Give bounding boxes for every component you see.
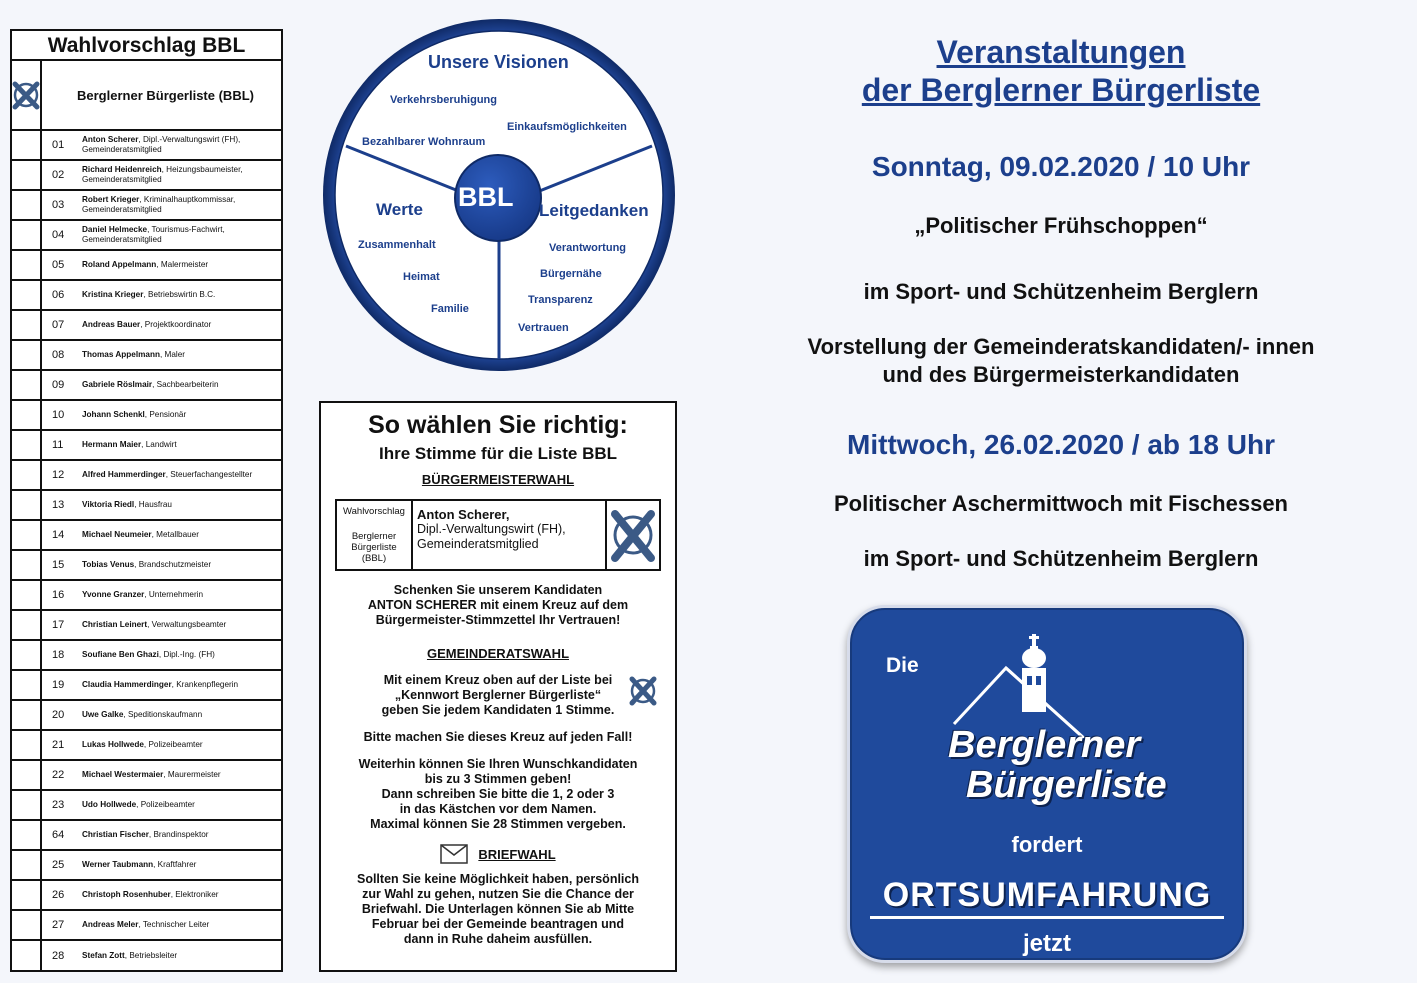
vision-3: Bezahlbarer Wohnraum xyxy=(362,136,486,148)
candidate-info xyxy=(82,641,281,669)
candidate-role: , Polizeibeamter xyxy=(143,740,203,749)
candidate-role: , Metallbauer xyxy=(151,530,199,539)
council-text-line-1: Mit einem Kreuz oben auf der Liste bei xyxy=(383,673,613,687)
leitgedanke-1: Verantwortung xyxy=(549,242,627,254)
candidate-name: Hermann Maier xyxy=(82,440,142,449)
wert-3: Familie xyxy=(431,303,469,315)
candidate-info xyxy=(82,371,281,399)
candidate-number: 13 xyxy=(52,499,65,511)
cross-mark-icon xyxy=(12,80,40,110)
candidate-role: , Krankenpflegerin xyxy=(171,680,239,689)
candidate-row xyxy=(12,431,281,461)
candidate-role: , Kraftfahrer xyxy=(153,860,197,869)
candidate-row xyxy=(12,161,281,191)
candidate-info xyxy=(82,731,281,759)
vision-2: Einkaufsmöglichkeiten xyxy=(507,121,627,133)
candidate-info xyxy=(82,341,281,369)
candidate-name: Christian Fischer xyxy=(82,830,149,839)
voting-instructions xyxy=(319,401,677,972)
candidate-name: Soufiane Ben Ghazi xyxy=(82,650,159,659)
badge-jetzt: jetzt xyxy=(1023,930,1071,957)
candidate-vote-box[interactable] xyxy=(12,311,42,339)
envelope-icon xyxy=(440,844,468,864)
wert-1: Zusammenhalt xyxy=(358,239,436,251)
candidate-role-extra: Gemeinderatsmitglied xyxy=(82,175,162,184)
event-1-desc-line-2: und des Bürgermeisterkandidaten xyxy=(882,362,1240,387)
candidate-info xyxy=(82,791,281,819)
mayor-text-line-3: Bürgermeister-Stimmzettel Ihr Vertrauen! xyxy=(375,613,621,627)
candidate-row xyxy=(12,851,281,881)
candidate-number: 11 xyxy=(52,439,64,451)
candidate-name: Michael Westermaier xyxy=(82,770,164,779)
candidate-number: 64 xyxy=(52,829,65,841)
candidate-name: Roland Appelmann xyxy=(82,260,157,269)
ballot-party-checkbox[interactable] xyxy=(12,61,42,129)
candidate-row xyxy=(12,221,281,251)
candidate-row xyxy=(12,311,281,341)
candidate-row xyxy=(12,401,281,431)
candidate-name: Tobias Venus xyxy=(82,560,135,569)
votes-text-line-4: in das Kästchen vor dem Namen. xyxy=(399,802,597,816)
mayor-candidate-title: Dipl.-Verwaltungswirt (FH), xyxy=(417,522,566,536)
badge-brand-line-1: Berglerner xyxy=(948,724,1141,766)
council-text-line-3: geben Sie jedem Kandidaten 1 Stimme. xyxy=(381,703,615,717)
event-1-date: Sonntag, 09.02.2020 / 10 Uhr xyxy=(871,151,1251,182)
candidate-row xyxy=(12,731,281,761)
section-briefwahl: BRIEFWAHL xyxy=(478,846,556,862)
candidate-info xyxy=(82,491,281,519)
candidate-vote-box[interactable] xyxy=(12,701,42,729)
candidate-name: Richard Heidenreich xyxy=(82,165,162,174)
candidate-info xyxy=(82,671,281,699)
events-title-line-1: Veranstaltungen xyxy=(936,34,1186,70)
candidate-role: , Kriminalhauptkommissar, xyxy=(139,195,236,204)
leitgedanke-4: Vertrauen xyxy=(518,322,569,334)
candidate-info xyxy=(82,131,281,159)
candidate-number: 09 xyxy=(52,379,65,391)
candidate-info xyxy=(82,161,281,189)
candidate-role: , Hausfrau xyxy=(134,500,172,509)
candidate-role: , Verwaltungsbeamter xyxy=(147,620,227,629)
briefwahl-heading-row xyxy=(321,844,675,864)
candidate-vote-box[interactable] xyxy=(12,431,42,459)
vision-1: Verkehrsberuhigung xyxy=(390,94,497,106)
briefwahl-text-line-3: Briefwahl. Die Unterlagen können Sie ab Mitte xyxy=(361,902,635,916)
candidate-row xyxy=(12,551,281,581)
candidate-role: , Dipl.-Verwaltungswirt (FH), xyxy=(138,135,241,144)
candidate-number: 10 xyxy=(52,409,65,421)
candidate-name: Andreas Meler xyxy=(82,920,139,929)
candidate-vote-box[interactable] xyxy=(12,131,42,159)
candidate-name: Andreas Bauer xyxy=(82,320,141,329)
church-roof-icon xyxy=(950,628,1190,738)
cross-mark-icon xyxy=(629,675,657,707)
candidate-vote-box[interactable] xyxy=(12,161,42,189)
mayor-instruction-text xyxy=(321,583,675,628)
candidate-number: 25 xyxy=(52,859,65,871)
candidate-info xyxy=(82,611,281,639)
candidate-info xyxy=(82,761,281,789)
candidate-name: Uwe Galke xyxy=(82,710,124,719)
candidate-number: 22 xyxy=(52,769,65,781)
mayor-ballot-checkbox[interactable] xyxy=(607,501,659,569)
candidate-role: , Projektkoordinator xyxy=(140,320,212,329)
candidate-row xyxy=(12,881,281,911)
werte-title: Werte xyxy=(376,200,423,219)
mayor-text-line-2: ANTON SCHERER mit einem Kreuz auf dem xyxy=(367,598,629,612)
briefwahl-text xyxy=(321,872,675,947)
candidate-role: , Maler xyxy=(159,350,185,359)
candidate-role: , Elektroniker xyxy=(170,890,219,899)
candidate-info xyxy=(82,521,281,549)
candidate-number: 27 xyxy=(52,919,65,931)
candidate-info xyxy=(82,551,281,579)
candidate-role-extra: Gemeinderatsmitglied xyxy=(82,145,162,154)
candidate-number: 19 xyxy=(52,679,65,691)
wheel-title: Unsere Visionen xyxy=(428,52,569,72)
candidate-info xyxy=(82,911,281,939)
candidate-vote-box[interactable] xyxy=(12,671,42,699)
candidate-name: Viktoria Riedl xyxy=(82,500,135,509)
candidate-number: 16 xyxy=(52,589,65,601)
votes-text-line-2: bis zu 3 Stimmen geben! xyxy=(424,772,572,786)
candidate-number: 03 xyxy=(52,199,65,211)
candidate-vote-box[interactable] xyxy=(12,641,42,669)
event-2-date: Mittwoch, 26.02.2020 / ab 18 Uhr xyxy=(847,429,1275,460)
candidate-role: , Pensionär xyxy=(144,410,187,419)
candidate-number: 21 xyxy=(52,739,65,751)
section-buergermeisterwahl: BÜRGERMEISTERWAHL xyxy=(421,472,575,487)
candidate-info xyxy=(82,431,281,459)
candidate-name: Claudia Hammerdinger xyxy=(82,680,172,689)
candidate-vote-box[interactable] xyxy=(12,401,42,429)
candidate-name: Lukas Hollwede xyxy=(82,740,144,749)
ballot-list xyxy=(10,29,283,972)
candidate-row xyxy=(12,641,281,671)
mayor-candidate xyxy=(413,501,607,569)
candidate-row xyxy=(12,911,281,941)
candidate-row xyxy=(12,671,281,701)
candidate-vote-box[interactable] xyxy=(12,851,42,879)
candidate-info xyxy=(82,281,281,309)
event-2-name: Politischer Aschermittwoch mit Fischessen xyxy=(834,491,1288,516)
candidate-number: 18 xyxy=(52,649,65,661)
candidate-number: 01 xyxy=(52,139,65,151)
mayor-ballot-label-top: Wahlvorschlag xyxy=(343,506,405,517)
candidate-name: Stefan Zott xyxy=(82,951,125,960)
candidate-name: Udo Hollwede xyxy=(82,800,137,809)
candidate-row xyxy=(12,251,281,281)
instructions-title: So wählen Sie richtig: xyxy=(368,411,628,439)
candidate-info xyxy=(82,851,281,879)
candidate-vote-box[interactable] xyxy=(12,821,42,849)
event-1-name: „Politischer Frühschoppen“ xyxy=(914,213,1208,238)
candidate-vote-box[interactable] xyxy=(12,251,42,279)
candidate-role: , Brandschutzmeister xyxy=(134,560,212,569)
leitgedanke-2: Bürgernähe xyxy=(540,268,602,280)
candidate-name: Gabriele Röslmair xyxy=(82,380,153,389)
candidate-info xyxy=(82,311,281,339)
briefwahl-text-line-1: Sollten Sie keine Möglichkeit haben, persönlich xyxy=(356,872,639,886)
mayor-ballot-example xyxy=(335,499,661,571)
candidate-info xyxy=(82,881,281,909)
candidate-vote-box[interactable] xyxy=(12,761,42,789)
mayor-ballot-label-bottom: Berglerner Bürgerliste (BBL) xyxy=(351,531,397,564)
ballot-party-row xyxy=(12,61,281,131)
mayor-candidate-name: Anton Scherer, xyxy=(417,507,510,522)
candidate-number: 05 xyxy=(52,259,65,271)
cross-mark-icon xyxy=(610,506,656,564)
candidate-name: Thomas Appelmann xyxy=(82,350,160,359)
candidate-role: , Malermeister xyxy=(156,260,209,269)
candidate-role: , Maurermeister xyxy=(163,770,221,779)
candidate-role: , Unternehmerin xyxy=(144,590,204,599)
candidate-row xyxy=(12,791,281,821)
candidate-role: , Sachbearbeiterin xyxy=(152,380,219,389)
candidate-number: 04 xyxy=(52,229,65,241)
candidate-list xyxy=(12,131,281,971)
candidate-number: 15 xyxy=(52,559,65,571)
event-1-place: im Sport- und Schützenheim Berglern xyxy=(863,279,1259,304)
candidate-role: , Steuerfachangestellter xyxy=(165,470,253,479)
candidate-role: , Betriebsleiter xyxy=(124,951,178,960)
briefwahl-text-line-5: dann in Ruhe daheim ausfüllen. xyxy=(403,932,593,946)
candidate-role: , Heizungsbaumeister, xyxy=(161,165,243,174)
candidate-number: 02 xyxy=(52,169,65,181)
candidate-name: Kristina Krieger xyxy=(82,290,144,299)
votes-text-line-3: Dann schreiben Sie bitte die 1, 2 oder 3 xyxy=(381,787,615,801)
council-votes-text xyxy=(321,757,675,832)
candidate-row xyxy=(12,281,281,311)
candidate-number: 23 xyxy=(52,799,65,811)
values-wheel xyxy=(318,14,680,376)
candidate-role: , Polizeibeamter xyxy=(136,800,195,809)
mayor-text-line-1: Schenken Sie unserem Kandidaten xyxy=(393,583,603,597)
candidate-role: , Brandinspektor xyxy=(148,830,209,839)
candidate-info xyxy=(82,461,281,489)
candidate-row xyxy=(12,611,281,641)
candidate-role: , Technischer Leiter xyxy=(138,920,210,929)
candidate-info xyxy=(82,401,281,429)
candidate-name: Werner Taubmann xyxy=(82,860,154,869)
candidate-name: Johann Schenkl xyxy=(82,410,145,419)
events-title-line-2: der Berglerner Bürgerliste xyxy=(861,72,1261,108)
bypass-demand-badge xyxy=(847,605,1247,963)
section-gemeinderatswahl: GEMEINDERATSWAHL xyxy=(426,646,570,661)
candidate-vote-box[interactable] xyxy=(12,491,42,519)
candidate-number: 17 xyxy=(52,619,65,631)
candidate-row xyxy=(12,701,281,731)
candidate-info xyxy=(82,251,281,279)
candidate-row xyxy=(12,191,281,221)
ballot-title: Wahlvorschlag BBL xyxy=(12,31,281,61)
candidate-vote-box[interactable] xyxy=(12,731,42,759)
candidate-vote-box[interactable] xyxy=(12,371,42,399)
candidate-number: 28 xyxy=(52,950,65,962)
candidate-name: Christoph Rosenhuber xyxy=(82,890,171,899)
ballot-party-name: Berglerner Bürgerliste (BBL) xyxy=(77,87,254,103)
candidate-role-extra: Gemeinderatsmitglied xyxy=(82,205,162,214)
candidate-row xyxy=(12,341,281,371)
candidate-vote-box[interactable] xyxy=(12,941,42,971)
candidate-info xyxy=(82,821,281,849)
badge-brand-line-2: Bürgerliste xyxy=(966,764,1167,806)
candidate-name: Christian Leinert xyxy=(82,620,148,629)
briefwahl-text-line-4: Februar bei der Gemeinde beantragen und xyxy=(371,917,625,931)
candidate-number: 26 xyxy=(52,889,65,901)
candidate-name: Anton Scherer xyxy=(82,135,139,144)
mayor-ballot-label xyxy=(337,501,413,569)
candidate-vote-box[interactable] xyxy=(12,551,42,579)
badge-underline xyxy=(870,916,1224,919)
candidate-name: Alfred Hammerdinger xyxy=(82,470,166,479)
candidate-row xyxy=(12,371,281,401)
candidate-role: , Speditionskaufmann xyxy=(123,710,203,719)
badge-die: Die xyxy=(886,654,919,677)
candidate-number: 12 xyxy=(52,469,65,481)
event-1-desc-line-1: Vorstellung der Gemeinderatskandidaten/- innen xyxy=(807,334,1315,359)
council-text-line-2: „Kennwort Berglerner Bürgerliste“ xyxy=(394,688,602,702)
candidate-row xyxy=(12,761,281,791)
candidate-info xyxy=(82,221,281,249)
candidate-vote-box[interactable] xyxy=(12,281,42,309)
candidate-role: , Dipl.-Ing. (FH) xyxy=(158,650,215,659)
candidate-vote-box[interactable] xyxy=(12,911,42,939)
candidate-info xyxy=(82,191,281,219)
candidate-number: 07 xyxy=(52,319,65,331)
event-2-place: im Sport- und Schützenheim Berglern xyxy=(863,546,1259,571)
candidate-name: Michael Neumeier xyxy=(82,530,152,539)
candidate-number: 20 xyxy=(52,709,65,721)
candidate-vote-box[interactable] xyxy=(12,611,42,639)
instructions-subtitle: Ihre Stimme für die Liste BBL xyxy=(378,444,618,463)
candidate-row xyxy=(12,821,281,851)
candidate-info xyxy=(82,581,281,609)
candidate-row xyxy=(12,461,281,491)
candidate-vote-box[interactable] xyxy=(12,461,42,489)
leitgedanken-title: Leitgedanken xyxy=(539,201,649,220)
candidate-vote-box[interactable] xyxy=(12,221,42,249)
badge-demand: ORTSUMFAHRUNG xyxy=(882,876,1212,914)
candidate-role: , Betriebswirtin B.C. xyxy=(143,290,216,299)
candidate-name: Robert Krieger xyxy=(82,195,140,204)
candidate-row xyxy=(12,131,281,161)
candidate-role: , Landwirt xyxy=(141,440,177,449)
candidate-vote-box[interactable] xyxy=(12,191,42,219)
candidate-info xyxy=(82,701,281,729)
mayor-candidate-role: Gemeinderatsmitglied xyxy=(417,537,539,551)
candidate-role-extra: Gemeinderatsmitglied xyxy=(82,235,162,244)
candidate-row xyxy=(12,581,281,611)
candidate-row xyxy=(12,941,281,971)
leitgedanke-3: Transparenz xyxy=(528,294,593,306)
candidate-number: 08 xyxy=(52,349,65,361)
candidate-vote-box[interactable] xyxy=(12,881,42,909)
candidate-number: 14 xyxy=(52,529,65,541)
candidate-vote-box[interactable] xyxy=(12,791,42,819)
candidate-name: Daniel Helmecke xyxy=(82,225,148,234)
council-cross-reminder: Bitte machen Sie dieses Kreuz auf jeden Fall! xyxy=(363,730,633,744)
candidate-row xyxy=(12,491,281,521)
wheel-center-label: BBL xyxy=(458,182,514,212)
council-instruction-text xyxy=(321,673,675,718)
candidate-info xyxy=(82,941,281,971)
candidate-role: , Tourismus-Fachwirt, xyxy=(147,225,225,234)
votes-text-line-1: Weiterhin können Sie Ihren Wunschkandidaten xyxy=(358,757,638,771)
candidate-vote-box[interactable] xyxy=(12,341,42,369)
candidate-name: Yvonne Granzer xyxy=(82,590,145,599)
wert-2: Heimat xyxy=(403,271,440,283)
candidate-vote-box[interactable] xyxy=(12,521,42,549)
candidate-vote-box[interactable] xyxy=(12,581,42,609)
votes-text-line-5: Maximal können Sie 28 Stimmen vergeben. xyxy=(370,817,626,831)
candidate-row xyxy=(12,521,281,551)
badge-fordert: fordert xyxy=(1011,832,1083,857)
candidate-number: 06 xyxy=(52,289,65,301)
briefwahl-text-line-2: zur Wahl zu gehen, nutzen Sie die Chance der xyxy=(362,887,634,901)
